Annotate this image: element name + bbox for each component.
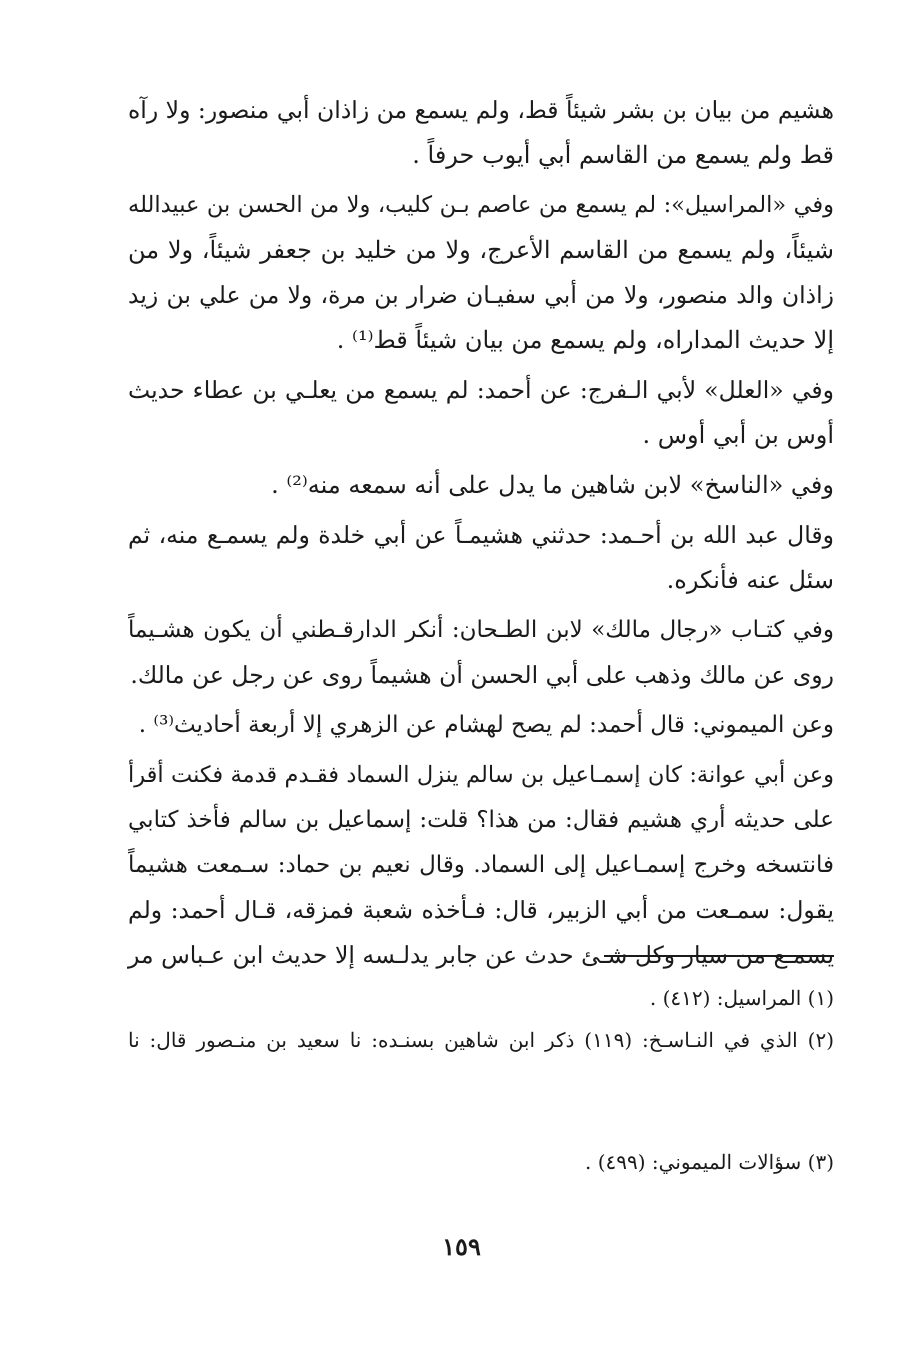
text-line: وقال عبد الله بن أحـمد: حدثني هشيمـاً عن أبي خلدة ولم يسمـع منه، ثم xyxy=(128,521,834,549)
text-line: على حديثه أري هشيم فقال: من هذا؟ قلت: إسماعيل بن سالم فأخذ كتابي xyxy=(128,807,834,833)
paragraph xyxy=(128,513,834,603)
paragraph xyxy=(128,463,834,508)
text-line: قط ولم يسمع من القاسم أبي أيوب حرفاً . xyxy=(412,141,834,169)
text-line: وعن أبي عوانة: كان إسمـاعيل بن سالم ينزل السماد فقـدم قدمة فكنت أقرأ xyxy=(128,762,834,788)
text-line: هشيم من بيان بن بشر شيئاً قط، ولم يسمع من زاذان أبي منصور: ولا رآه xyxy=(128,96,834,124)
footnotes xyxy=(128,978,834,1184)
text-line: زاذان والد منصور، ولا من أبي سفيـان ضرار بن مرة، ولا من علي بن زيد xyxy=(128,281,834,309)
footnote xyxy=(128,978,834,1018)
footnote-line: (٣) سؤالات الميموني: (٤٩٩) . xyxy=(584,1150,834,1174)
paragraph xyxy=(128,703,834,748)
text-line: شيئاً، ولم يسمع من القاسم الأعرج، ولا من خليد بن جعفر شيئاً، ولا من xyxy=(128,236,834,264)
footnote xyxy=(128,1142,834,1182)
text-line: إلا حديث المداراه، ولم يسمع من بيان شيئاً قط⁽¹⁾ . xyxy=(336,326,834,354)
text-line: يقول: سمـعت من أبي الزبير، قال: فـأخذه شعبة فمزقه، قـال أحمد: ولم xyxy=(128,896,834,924)
footnote-divider xyxy=(604,955,834,957)
text-line: وفي «الناسخ» لابن شاهين ما يدل على أنه سمعه منه⁽²⁾ . xyxy=(271,471,834,499)
paragraph xyxy=(128,753,834,978)
footnote-line xyxy=(128,1060,834,1100)
footnote-line xyxy=(128,1100,834,1140)
text-line: وفي «العلل» لأبي الـفرج: عن أحمد: لم يسمع من يعلـي بن عطاء حديث xyxy=(128,376,834,404)
paragraph xyxy=(128,608,834,698)
text-line: وعن الميموني: قال أحمد: لم يصح لهشام عن الزهري إلا أربعة أحاديث⁽³⁾ . xyxy=(138,712,834,738)
text-line: أوس بن أبي أوس . xyxy=(642,421,834,449)
text-line: يسمـع من سيار وكل شـئ حدث عن جابر يدلـسه إلا حديث ابن عـباس مر xyxy=(128,941,834,969)
paragraph xyxy=(128,88,834,178)
text-line: فانتسخه وخرج إسمـاعيل إلى السماد. وقال نعيم بن حماد: سـمعت هشيماً xyxy=(128,852,834,878)
main-text xyxy=(128,88,834,983)
text-line: وفي كتـاب «رجال مالك» لابن الطـحان: أنكر الدارقـطني أن يكون هشـيماً xyxy=(128,617,834,643)
footnote-line: (١) المراسيل: (٤١٢) . xyxy=(649,986,834,1010)
footnote-line: (٢) الذي في النـاسـخ: (١١٩) ذكر ابن شاهين بسنـده: نا سعيد بن منـصور قال: نا xyxy=(128,1028,834,1052)
text-line: سئل عنه فأنكره. xyxy=(666,566,834,594)
paragraph xyxy=(128,368,834,458)
text-line: وفي «المراسيل»: لم يسمع من عاصم بـن كليب، ولا من الحسن بن عبيدالله xyxy=(128,192,834,218)
page-number: ١٥٩ xyxy=(442,1232,481,1261)
paragraph xyxy=(128,183,834,363)
footnote xyxy=(128,1020,834,1140)
text-line: روى عن مالك وذهب على أبي الحسن أن هشيماً روى عن رجل عن مالك. xyxy=(130,661,834,689)
